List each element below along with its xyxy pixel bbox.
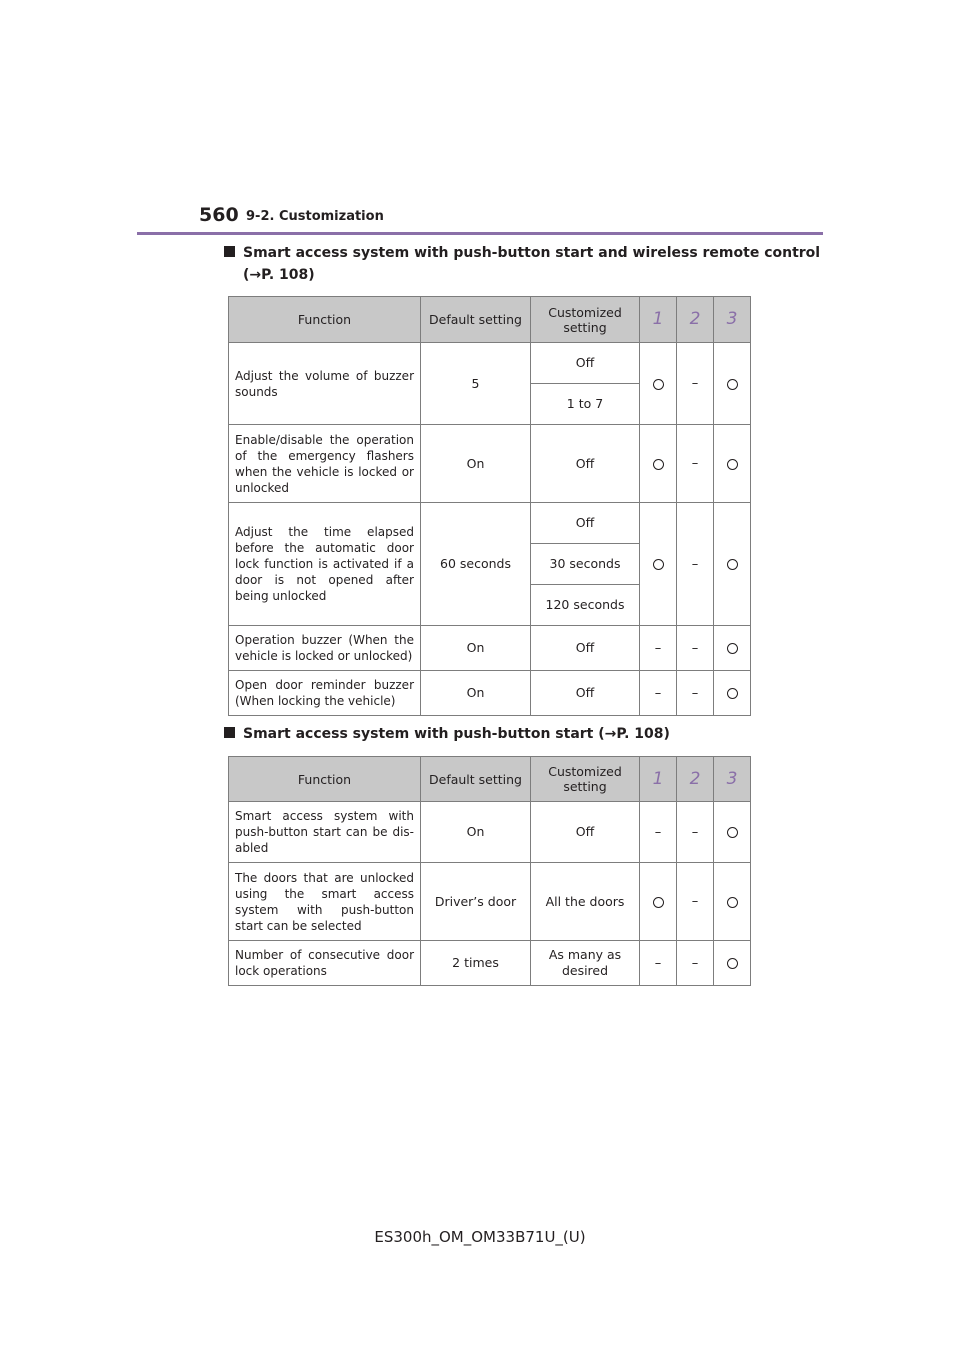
dash-mark: –	[654, 685, 662, 701]
section1-heading-line2: (→P. 108)	[243, 267, 315, 283]
dash-mark: –	[691, 894, 699, 909]
custom-cell: Off	[531, 425, 640, 503]
section1-heading	[224, 242, 820, 286]
smart-access-table	[228, 756, 751, 986]
function-cell: Adjust the time elapsed before the automatic door lock function is activated if a door is not opened after being unlocked	[229, 503, 421, 626]
smart-access-remote-table	[228, 296, 751, 716]
section2-heading	[224, 723, 670, 745]
circle-mark-icon	[727, 897, 738, 908]
col-3	[714, 757, 751, 802]
col-3-label: 3	[726, 768, 738, 789]
circle-mark-icon	[727, 827, 738, 838]
mark-cell	[677, 425, 714, 503]
table-row	[229, 941, 751, 986]
mark-cell	[677, 863, 714, 941]
default-cell: 2 times	[421, 941, 531, 986]
circle-mark-icon	[727, 688, 738, 699]
custom-cell: As many as desired	[531, 941, 640, 986]
section2-heading-text: Smart access system with push-button start (→P. 108)	[243, 726, 670, 742]
table-row	[229, 671, 751, 716]
mark-cell	[714, 626, 751, 671]
mark-cell	[714, 425, 751, 503]
mark-cell	[640, 802, 677, 863]
col-1-label: 1	[652, 309, 664, 329]
mark-cell	[640, 671, 677, 716]
col-2-label: 2	[689, 309, 701, 329]
mark-cell	[714, 941, 751, 986]
col-2-label: 2	[689, 768, 701, 789]
default-cell: Driver’s door	[421, 863, 531, 941]
dash-mark: –	[654, 640, 662, 656]
col-3-label: 3	[726, 309, 738, 329]
mark-cell	[714, 863, 751, 941]
col-2	[677, 757, 714, 802]
table-row	[229, 863, 751, 941]
col-customized: Customized setting	[531, 757, 640, 802]
mark-cell	[677, 671, 714, 716]
mark-cell	[677, 343, 714, 425]
table-row	[229, 425, 751, 503]
col-function: Function	[229, 297, 421, 343]
function-cell: Adjust the volume of buzzer sounds	[229, 343, 421, 425]
table-header-row	[229, 297, 751, 343]
custom-cell: Off	[531, 626, 640, 671]
mark-cell	[640, 503, 677, 626]
col-2	[677, 297, 714, 343]
mark-cell	[640, 941, 677, 986]
function-cell: Enable/disable the operation of the emergency flashers when the vehicle is locked or unlocked	[229, 425, 421, 503]
page-number: 560	[199, 204, 239, 226]
table-row	[229, 503, 751, 544]
function-cell: Open door reminder buzzer (When locking the vehicle)	[229, 671, 421, 716]
circle-mark-icon	[653, 379, 664, 390]
dash-mark: –	[691, 556, 699, 572]
circle-mark-icon	[727, 958, 738, 969]
col-customized: Customized setting	[531, 297, 640, 343]
mark-cell	[714, 503, 751, 626]
dash-mark: –	[691, 640, 699, 656]
mark-cell	[714, 802, 751, 863]
circle-mark-icon	[653, 559, 664, 570]
default-cell: On	[421, 802, 531, 863]
custom-cell: Off	[531, 343, 640, 384]
custom-cell: All the doors	[531, 863, 640, 941]
custom-cell: 120 seconds	[531, 585, 640, 626]
section1-heading-line1: Smart access system with push-button start and wireless remote control	[243, 245, 821, 261]
default-cell: On	[421, 671, 531, 716]
custom-cell: 1 to 7	[531, 384, 640, 425]
default-cell: On	[421, 425, 531, 503]
mark-cell	[640, 626, 677, 671]
custom-cell: Off	[531, 503, 640, 544]
mark-cell	[677, 503, 714, 626]
mark-cell	[714, 671, 751, 716]
table-row	[229, 343, 751, 384]
col-default: Default setting	[421, 297, 531, 343]
mark-cell	[640, 863, 677, 941]
circle-mark-icon	[727, 379, 738, 390]
mark-cell	[640, 343, 677, 425]
col-1	[640, 757, 677, 802]
header-divider	[137, 232, 823, 235]
circle-mark-icon	[653, 897, 664, 908]
function-cell: Operation buzzer (When the vehicle is locked or unlocked)	[229, 626, 421, 671]
table-row	[229, 626, 751, 671]
dash-mark: –	[691, 376, 699, 391]
default-cell: On	[421, 626, 531, 671]
square-bullet-icon	[224, 246, 235, 257]
mark-cell	[677, 802, 714, 863]
default-cell: 60 seconds	[421, 503, 531, 626]
custom-cell: Off	[531, 671, 640, 716]
circle-mark-icon	[727, 643, 738, 654]
table-row	[229, 802, 751, 863]
square-bullet-icon	[224, 727, 235, 738]
custom-cell: 30 seconds	[531, 544, 640, 585]
section-title: 9-2. Customization	[246, 209, 384, 224]
dash-mark: –	[691, 824, 699, 840]
col-3	[714, 297, 751, 343]
default-cell: 5	[421, 343, 531, 425]
dash-mark: –	[654, 824, 662, 840]
function-cell: Smart access system with push-button start can be dis-abled	[229, 802, 421, 863]
custom-cell: Off	[531, 802, 640, 863]
circle-mark-icon	[727, 459, 738, 470]
dash-mark: –	[691, 685, 699, 701]
dash-mark: –	[691, 456, 699, 471]
dash-mark: –	[654, 955, 662, 971]
table-header-row	[229, 757, 751, 802]
col-function: Function	[229, 757, 421, 802]
function-cell: The doors that are unlocked using the smart access system with push-button start can be selected	[229, 863, 421, 941]
col-default: Default setting	[421, 757, 531, 802]
col-1	[640, 297, 677, 343]
function-cell: Number of consecutive door lock operations	[229, 941, 421, 986]
circle-mark-icon	[653, 459, 664, 470]
mark-cell	[640, 425, 677, 503]
col-1-label: 1	[652, 768, 664, 789]
circle-mark-icon	[727, 559, 738, 570]
mark-cell	[677, 626, 714, 671]
dash-mark: –	[691, 955, 699, 971]
page-header	[0, 196, 960, 236]
document-id: ES300h_OM_OM33B71U_(U)	[374, 1228, 586, 1246]
mark-cell	[677, 941, 714, 986]
mark-cell	[714, 343, 751, 425]
